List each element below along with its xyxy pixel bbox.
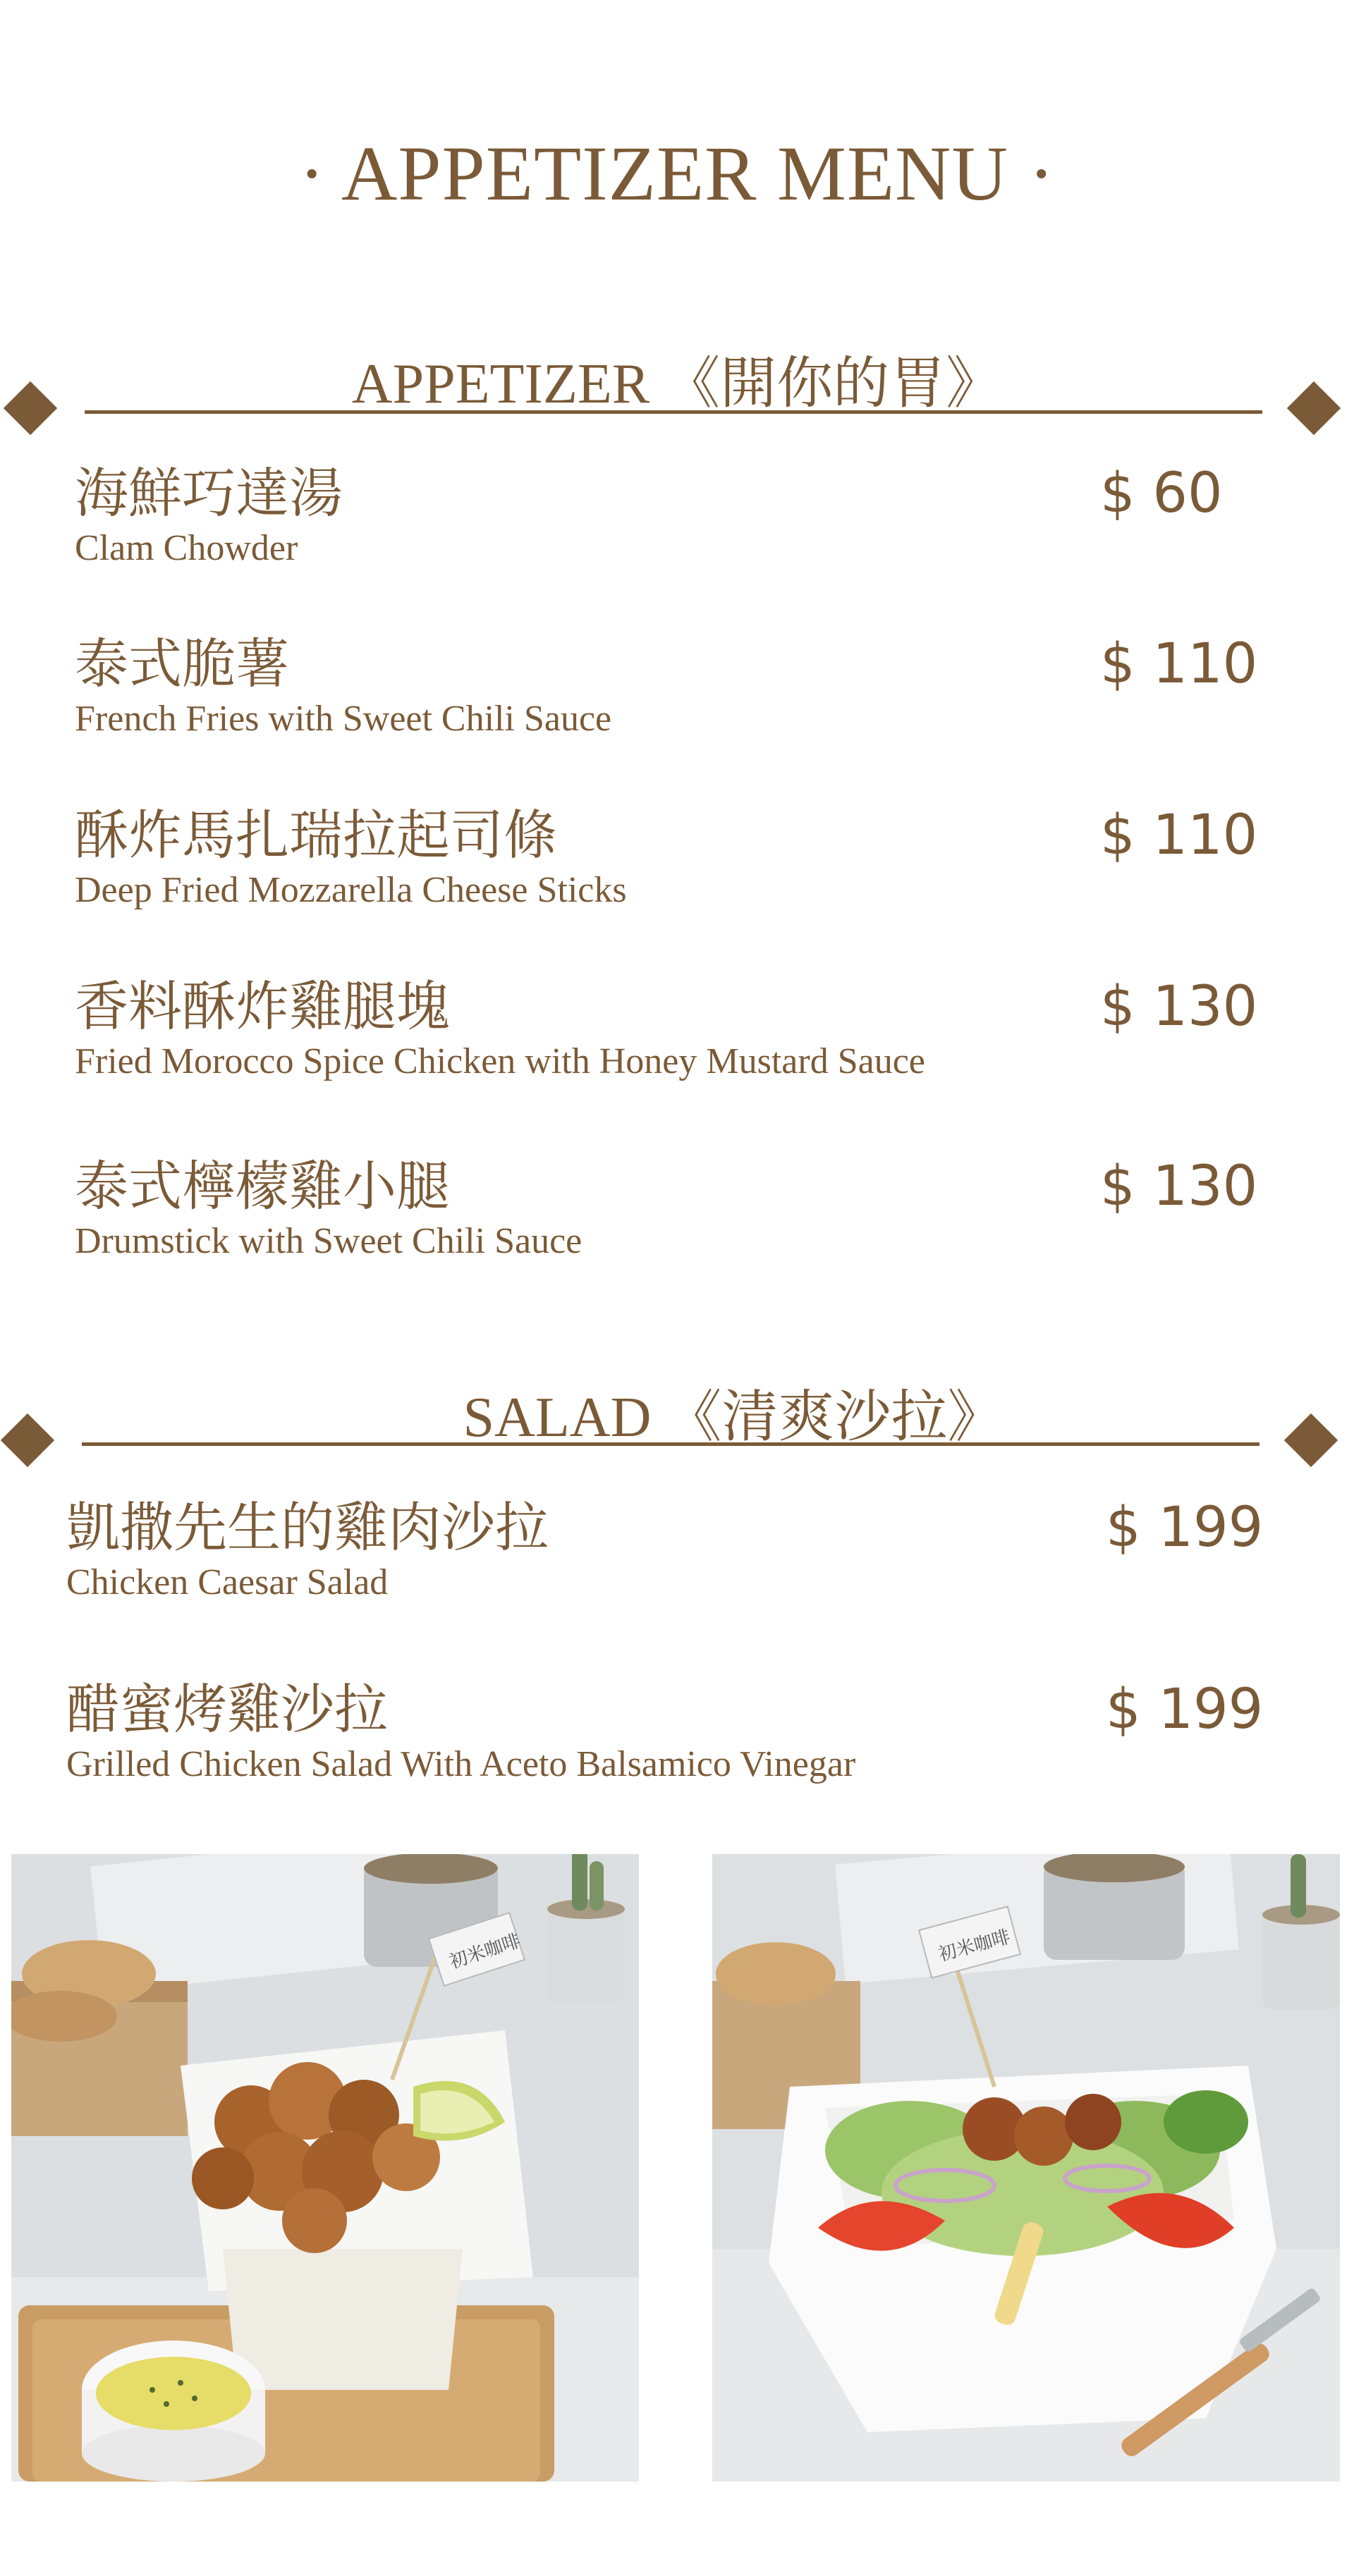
menu-item [0, 632, 1354, 773]
section-title: SALAD 《清爽沙拉》 [463, 1387, 1004, 1449]
item-name-en: French Fries with Sweet Chili Sauce [75, 699, 612, 739]
item-price: $ 130 [1100, 975, 1258, 1038]
item-name-en: Deep Fried Mozzarella Cheese Sticks [75, 870, 627, 910]
menu-item [0, 1155, 1354, 1296]
appetizer-section-header [0, 352, 1354, 423]
item-name-en: Chicken Caesar Salad [66, 1562, 389, 1602]
photo-flag-text: 初米咖啡 [446, 1930, 523, 1973]
item-name-cn: 酥炸馬扎瑞拉起司條 [75, 804, 557, 866]
menu-item [0, 804, 1354, 945]
menu-item [0, 1678, 1354, 1819]
item-name-cn: 凱撒先生的雞肉沙拉 [66, 1496, 549, 1559]
fried-chicken-photo [11, 1854, 639, 2482]
page-title: · APPETIZER MENU · [298, 130, 1056, 216]
item-name-cn: 香料酥炸雞腿塊 [75, 975, 450, 1038]
item-name-cn: 海鮮巧達湯 [75, 462, 343, 525]
section-title: APPETIZER 《開你的胃》 [351, 353, 1003, 415]
menu-item [0, 462, 1354, 603]
item-price: $ 199 [1106, 1496, 1264, 1559]
item-name-en: Grilled Chicken Salad With Aceto Balsamico Vinegar [66, 1744, 856, 1784]
item-name-en: Fried Morocco Spice Chicken with Honey Mustard Sauce [75, 1041, 925, 1081]
photo-flag-text: 初米咖啡 [936, 1926, 1013, 1966]
item-name-en: Clam Chowder [75, 528, 298, 568]
salad-section-header [0, 1382, 1354, 1452]
menu-item [0, 975, 1354, 1116]
diamond-left-icon [1, 1413, 54, 1467]
item-price: $ 110 [1100, 804, 1258, 867]
item-name-en: Drumstick with Sweet Chili Sauce [75, 1221, 583, 1261]
item-price: $ 199 [1106, 1678, 1264, 1741]
menu-item [0, 1496, 1354, 1637]
item-price: $ 110 [1100, 632, 1258, 696]
item-price: $ 60 [1100, 462, 1223, 525]
item-name-cn: 泰式脆薯 [75, 632, 289, 695]
item-name-cn: 醋蜜烤雞沙拉 [66, 1678, 388, 1741]
chicken-salad-photo [712, 1854, 1340, 2482]
item-price: $ 130 [1100, 1155, 1258, 1218]
item-name-cn: 泰式檸檬雞小腿 [75, 1155, 450, 1218]
